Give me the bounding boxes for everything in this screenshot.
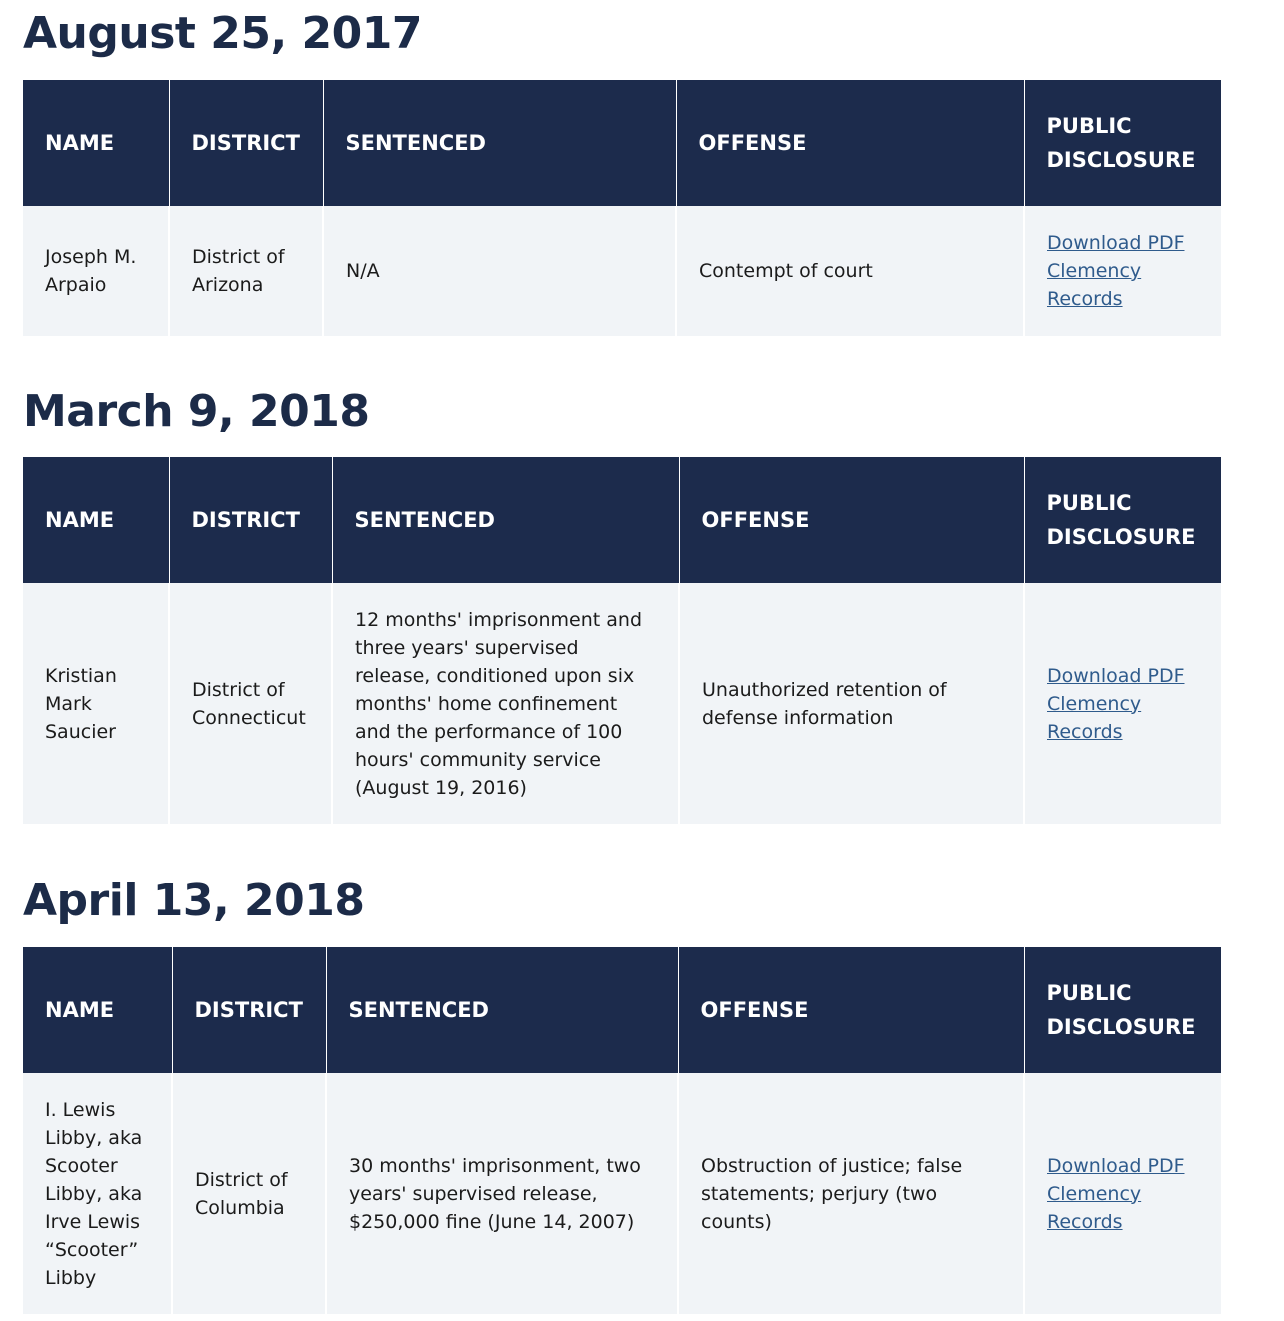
table-row	[23, 206, 1221, 336]
download-pdf-clemency-records-link[interactable]: Download PDF Clemency Records	[1047, 664, 1185, 743]
district-cell: District of Connecticut	[169, 583, 332, 824]
section-date-heading: April 13, 2018	[23, 875, 365, 926]
table-header-row	[23, 457, 1221, 583]
name-cell: I. Lewis Libby, aka Scooter Libby, aka Irve Lewis “Scooter” Libby	[23, 1073, 172, 1314]
column-header-district: DISTRICT	[172, 947, 326, 1073]
column-header-sentenced: SENTENCED	[332, 457, 679, 583]
download-pdf-clemency-records-link[interactable]: Download PDF Clemency Records	[1047, 232, 1185, 310]
table-header-row	[23, 80, 1221, 206]
clemency-table	[23, 457, 1221, 824]
column-header-name: NAME	[23, 947, 172, 1073]
column-header-public-disclosure: PUBLIC DISCLOSURE	[1024, 457, 1221, 583]
column-header-offense: OFFENSE	[678, 947, 1024, 1073]
name-cell: Joseph M. Arpaio	[23, 206, 169, 336]
district-cell: District of Arizona	[169, 206, 323, 336]
column-header-name: NAME	[23, 457, 169, 583]
public-disclosure-cell	[1024, 583, 1221, 824]
column-header-district: DISTRICT	[169, 80, 323, 206]
column-header-sentenced: SENTENCED	[323, 80, 676, 206]
public-disclosure-cell	[1024, 206, 1221, 336]
table-row	[23, 583, 1221, 824]
sentenced-cell: 12 months' imprisonment and three years' supervised release, conditioned upon six months' home confinement and the performance of 100 hours' community service (August 19, 2016)	[332, 583, 679, 824]
sentenced-cell: 30 months' imprisonment, two years' supervised release, $250,000 fine (June 14, 2007)	[326, 1073, 678, 1314]
table-header-row	[23, 947, 1221, 1073]
table-row	[23, 1073, 1221, 1314]
offense-cell: Contempt of court	[676, 206, 1024, 336]
column-header-sentenced: SENTENCED	[326, 947, 678, 1073]
name-cell: Kristian Mark Saucier	[23, 583, 169, 824]
clemency-section	[23, 877, 1221, 1315]
clemency-section	[23, 10, 1221, 336]
section-date-heading: August 25, 2017	[23, 8, 422, 59]
clemency-section	[23, 388, 1221, 825]
offense-cell: Unauthorized retention of defense information	[679, 583, 1024, 824]
column-header-public-disclosure: PUBLIC DISCLOSURE	[1024, 80, 1221, 206]
column-header-offense: OFFENSE	[676, 80, 1024, 206]
public-disclosure-cell	[1024, 1073, 1221, 1314]
column-header-offense: OFFENSE	[679, 457, 1024, 583]
district-cell: District of Columbia	[172, 1073, 326, 1314]
column-header-public-disclosure: PUBLIC DISCLOSURE	[1024, 947, 1221, 1073]
column-header-district: DISTRICT	[169, 457, 332, 583]
clemency-table	[23, 80, 1221, 336]
clemency-table	[23, 947, 1221, 1314]
sentenced-cell: N/A	[323, 206, 676, 336]
section-date-heading: March 9, 2018	[23, 386, 370, 437]
offense-cell: Obstruction of justice; false statements; perjury (two counts)	[678, 1073, 1024, 1314]
download-pdf-clemency-records-link[interactable]: Download PDF Clemency Records	[1047, 1154, 1185, 1233]
column-header-name: NAME	[23, 80, 169, 206]
